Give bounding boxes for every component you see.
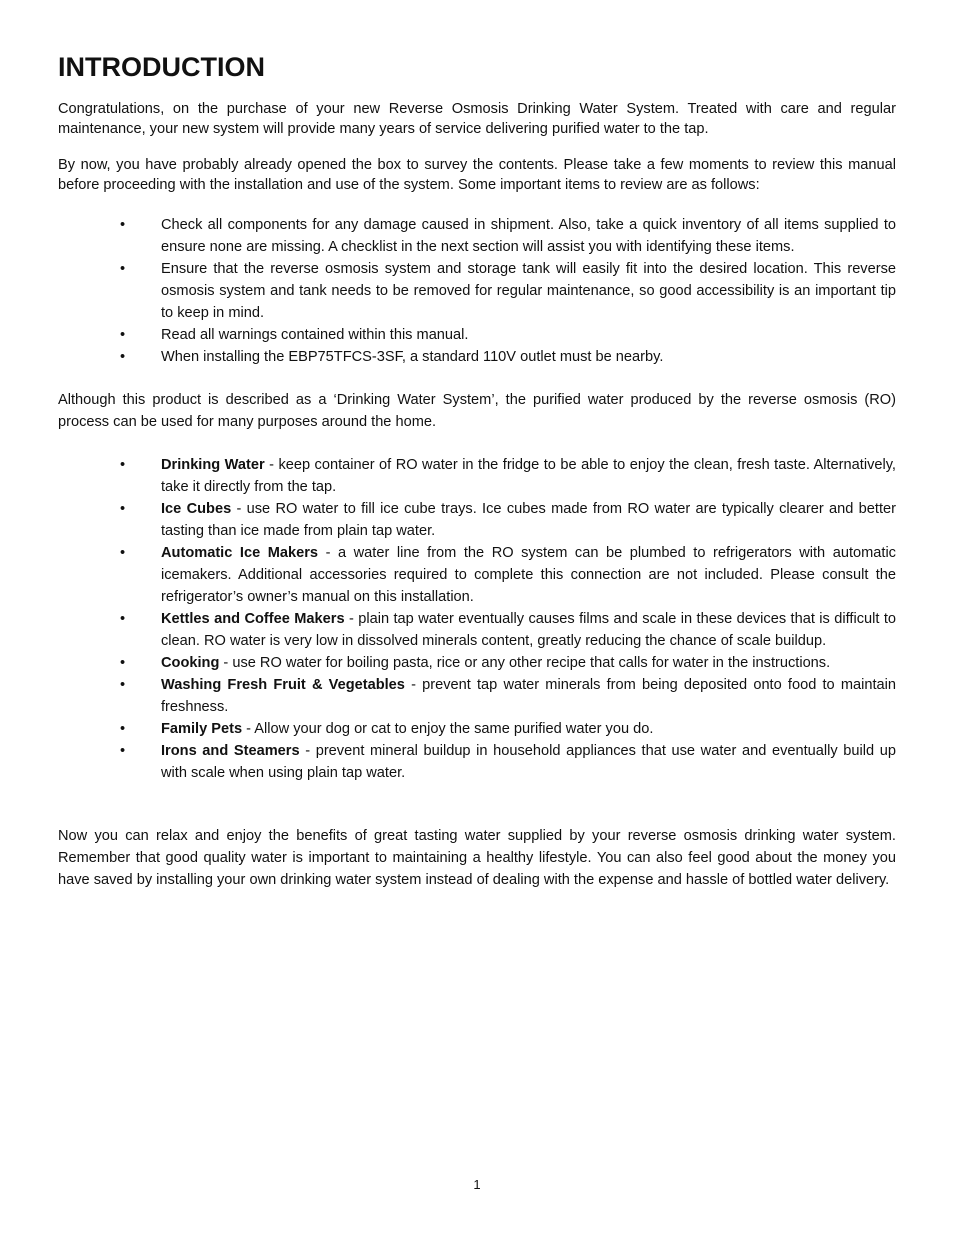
intro-paragraph-1: Congratulations, on the purchase of your new Reverse Osmosis Drinking Water System. Treated with care and regular maintenance, your new system will provide many years of service delivering purified water to the tap.: [58, 101, 896, 137]
page-title: INTRODUCTION: [58, 52, 265, 82]
use-text: - a water line from the RO system can be plumbed to refrigerators with automatic icemakers. Additional accessories required to complete this connection are not included. Please consult the refrigerator’s owner’s manual on this installation.: [161, 545, 896, 605]
use-text: - Allow your dog or cat to enjoy the same purified water you do.: [242, 721, 654, 737]
bullet-icon: •: [120, 261, 126, 277]
review-item-text: When installing the EBP75TFCS-3SF, a standard 110V outlet must be nearby.: [161, 349, 664, 365]
list-item: [58, 542, 896, 608]
list-item: [58, 608, 896, 652]
list-item: [58, 258, 896, 324]
use-term: Washing Fresh Fruit & Vegetables: [161, 677, 405, 693]
bullet-icon: •: [120, 743, 126, 759]
list-item: [58, 740, 896, 784]
closing-paragraph: Now you can relax and enjoy the benefits of great tasting water supplied by your reverse osmosis drinking water system. Remember that good quality water is important to maintaining a healthy lifestyle. You can also feel good about the money you have saved by installing your own drinking water system instead of dealing with the expense and hassle of bottled water delivery.: [58, 828, 896, 888]
use-term: Cooking: [161, 655, 220, 671]
bullet-icon: •: [120, 545, 126, 561]
list-item: [58, 652, 896, 674]
use-term: Ice Cubes: [161, 501, 232, 517]
list-item: [58, 346, 896, 368]
bullet-icon: •: [120, 611, 126, 627]
list-item: [58, 454, 896, 498]
use-text: - keep container of RO water in the fridge to be able to enjoy the clean, fresh taste. Alternatively, take it directly from the tap.: [161, 457, 896, 495]
use-text: - prevent mineral buildup in household appliances that use water and eventually build up with scale when using plain tap water.: [161, 743, 896, 781]
intro-paragraph-2: By now, you have probably already opened the box to survey the contents. Please take a few moments to review this manual before proceeding with the installation and use of the system. Some important items to review are as follows:: [58, 157, 896, 193]
bullet-icon: •: [120, 655, 126, 671]
uses-paragraph: Although this product is described as a ‘Drinking Water System’, the purified water produced by the reverse osmosis (RO) process can be used for many purposes around the home.: [58, 392, 896, 430]
use-term: Automatic Ice Makers: [161, 545, 319, 561]
bullet-icon: •: [120, 217, 126, 233]
review-list: [58, 214, 896, 368]
use-text: - use RO water to fill ice cube trays. Ice cubes made from RO water are typically clearer and better tasting than ice made from plain tap water.: [161, 501, 896, 539]
list-item: [58, 674, 896, 718]
review-item-text: Check all components for any damage caused in shipment. Also, take a quick inventory of all items supplied to ensure none are missing. A checklist in the next section will assist you with identifying these items.: [161, 217, 896, 255]
use-text: - use RO water for boiling pasta, rice or any other recipe that calls for water in the instructions.: [219, 655, 831, 671]
bullet-icon: •: [120, 501, 126, 517]
page-number: 1: [473, 1177, 481, 1192]
review-item-text: Read all warnings contained within this manual.: [161, 327, 469, 343]
uses-list: [58, 454, 896, 784]
bullet-icon: •: [120, 349, 126, 365]
list-item: [58, 214, 896, 258]
list-item: [58, 498, 896, 542]
use-text: - prevent tap water minerals from being deposited onto food to maintain freshness.: [161, 677, 896, 715]
bullet-icon: •: [120, 677, 126, 693]
bullet-icon: •: [120, 457, 126, 473]
use-term: Family Pets: [161, 721, 243, 737]
list-item: [58, 718, 896, 740]
use-term: Kettles and Coffee Makers: [161, 611, 345, 627]
bullet-icon: •: [120, 721, 126, 737]
list-item: [58, 324, 896, 346]
use-term: Drinking Water: [161, 457, 265, 473]
bullet-icon: •: [120, 327, 126, 343]
use-text: - plain tap water eventually causes films and scale in these devices that is difficult to clean. RO water is very low in dissolved minerals content, greatly reducing the chance of scale buildup.: [161, 611, 896, 649]
review-item-text: Ensure that the reverse osmosis system and storage tank will easily fit into the desired location. This reverse osmosis system and tank needs to be removed for regular maintenance, so good accessibility is an important tip to keep in mind.: [161, 261, 896, 321]
use-term: Irons and Steamers: [161, 743, 300, 759]
